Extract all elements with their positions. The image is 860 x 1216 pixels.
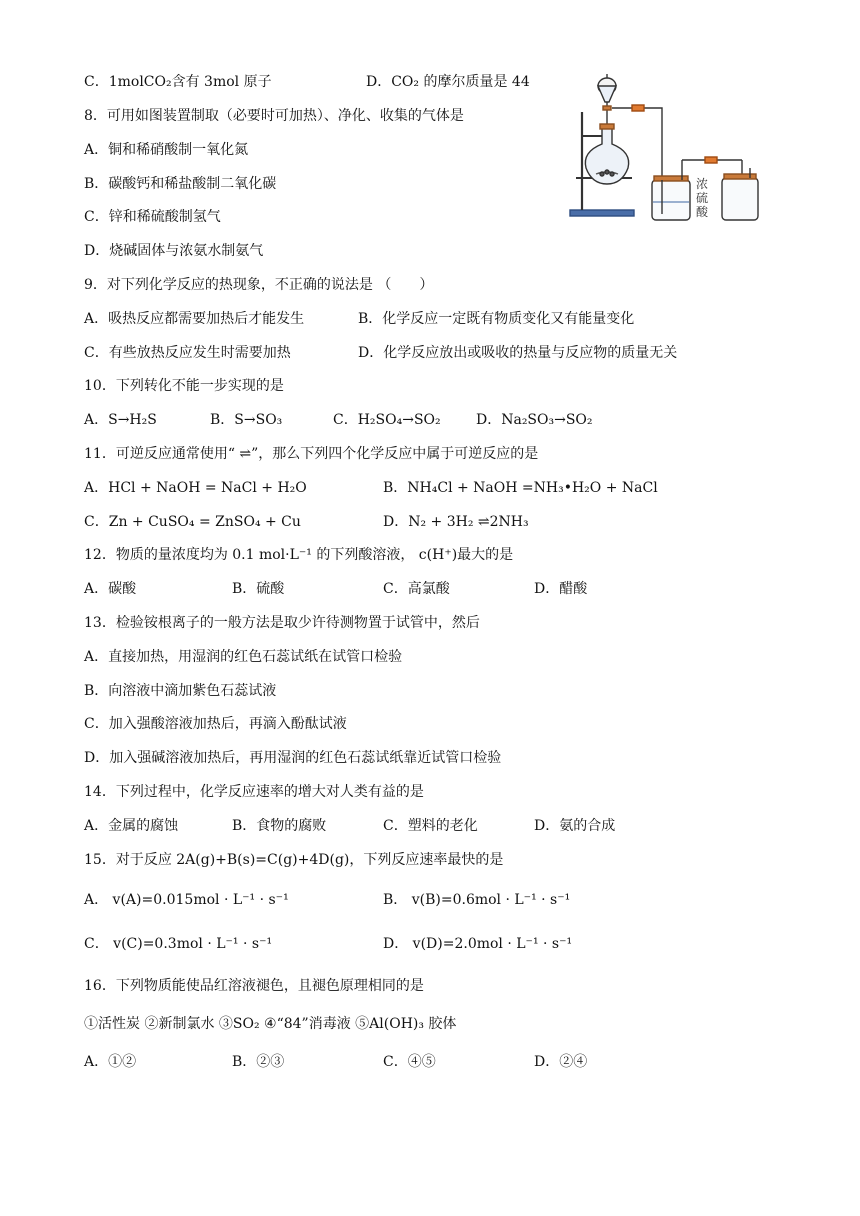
q13-option-c: C．加入强酸溶液加热后，再滴入酚酞试液 xyxy=(84,716,347,732)
q14-option-c: C．塑料的老化 xyxy=(383,818,478,834)
collection-bottle xyxy=(722,178,758,220)
q15-option-c: C． v(C)=0.3mol · L⁻¹ · s⁻¹ xyxy=(84,936,273,952)
q16-items: ①活性炭 ②新制氯水 ③SO₂ ④“84”消毒液 ⑤Al(OH)₃ 胶体 xyxy=(84,1016,457,1032)
q12-option-d: D．醋酸 xyxy=(534,581,588,597)
acid-label-3: 酸 xyxy=(696,205,709,219)
q11-option-c: C．Zn + CuSO₄ = ZnSO₄ + Cu xyxy=(84,514,301,530)
q9-option-a: A．吸热反应都需要加热后才能发生 xyxy=(84,311,305,327)
q13-option-b: B．向溶液中滴加紫色石蕊试液 xyxy=(84,683,277,699)
acid-label-1: 浓 xyxy=(696,177,709,191)
q14-option-a: A．金属的腐蚀 xyxy=(84,818,179,834)
q16-stem: 16．下列物质能使品红溶液褪色，且褪色原理相同的是 xyxy=(84,978,424,994)
q11-stem: 11．可逆反应通常使用“ ⇌”，那么下列四个化学反应中属于可逆反应的是 xyxy=(84,446,539,462)
q11-option-d: D．N₂ + 3H₂ ⇌2NH₃ xyxy=(383,514,529,530)
q14-option-d: D．氨的合成 xyxy=(534,818,616,834)
q9-stem: 9．对下列化学反应的热现象，不正确的说法是 （ ） xyxy=(84,277,434,293)
q10-stem: 10．下列转化不能一步实现的是 xyxy=(84,378,284,394)
q8-option-b: B．碳酸钙和稀盐酸制二氧化碳 xyxy=(84,176,277,192)
q8-option-a: A．铜和稀硝酸制一氧化氮 xyxy=(84,142,249,158)
q12-option-c: C．高氯酸 xyxy=(383,581,450,597)
q16-option-c: C．④⑤ xyxy=(383,1054,436,1070)
acid-label-2: 硫 xyxy=(696,191,709,205)
gas-apparatus-figure xyxy=(562,72,762,222)
q15-option-a: A． v(A)=0.015mol · L⁻¹ · s⁻¹ xyxy=(84,892,289,908)
q13-option-a: A．直接加热，用湿润的红色石蕊试纸在试管口检验 xyxy=(84,649,403,665)
stand-base xyxy=(570,210,634,216)
q7-option-d: D．CO₂ 的摩尔质量是 44 xyxy=(366,74,530,90)
q13-stem: 13．检验铵根离子的一般方法是取少许待测物置于试管中，然后 xyxy=(84,615,480,631)
q9-option-d: D．化学反应放出或吸收的热量与反应物的质量无关 xyxy=(358,345,678,361)
q14-stem: 14．下列过程中，化学反应速率的增大对人类有益的是 xyxy=(84,784,424,800)
funnel-body xyxy=(598,86,616,102)
q8-stem: 8．可用如图装置制取（必要时可加热）、净化、收集的气体是 xyxy=(84,108,464,124)
q12-option-a: A．碳酸 xyxy=(84,581,137,597)
q15-option-b: B． v(B)=0.6mol · L⁻¹ · s⁻¹ xyxy=(383,892,571,908)
q15-stem: 15．对于反应 2A(g)+B(s)=C(g)+4D(g)，下列反应速率最快的是 xyxy=(84,852,504,868)
q11-option-a: A．HCl + NaOH = NaCl + H₂O xyxy=(84,480,307,496)
q10-option-d: D．Na₂SO₃→SO₂ xyxy=(476,412,593,428)
q12-option-b: B．硫酸 xyxy=(232,581,285,597)
q8-option-c: C．锌和稀硫酸制氢气 xyxy=(84,209,221,225)
stopcock xyxy=(603,106,611,110)
q16-option-b: B．②③ xyxy=(232,1054,285,1070)
q11-option-b: B．NH₄Cl + NaOH =NH₃•H₂O + NaCl xyxy=(383,480,658,496)
q16-option-d: D．②④ xyxy=(534,1054,588,1070)
q10-option-a: A．S→H₂S xyxy=(84,412,157,428)
q12-stem: 12．物质的量浓度均为 0.1 mol·L⁻¹ 的下列酸溶液， c(H⁺)最大的是 xyxy=(84,547,514,563)
q8-option-d: D．烧碱固体与浓氨水制氨气 xyxy=(84,243,264,259)
q9-option-b: B．化学反应一定既有物质变化又有能量变化 xyxy=(358,311,635,327)
q7-option-c: C．1molCO₂含有 3mol 原子 xyxy=(84,74,272,90)
q10-option-b: B．S→SO₃ xyxy=(210,412,283,428)
q10-option-c: C．H₂SO₄→SO₂ xyxy=(333,412,441,428)
q14-option-b: B．食物的腐败 xyxy=(232,818,327,834)
q15-option-d: D． v(D)=2.0mol · L⁻¹ · s⁻¹ xyxy=(383,936,573,952)
q16-option-a: A．①② xyxy=(84,1054,137,1070)
wash-bottle xyxy=(652,180,690,220)
q9-option-c: C．有些放热反应发生时需要加热 xyxy=(84,345,291,361)
q13-option-d: D．加入强碱溶液加热后，再用湿润的红色石蕊试纸靠近试管口检验 xyxy=(84,750,502,766)
